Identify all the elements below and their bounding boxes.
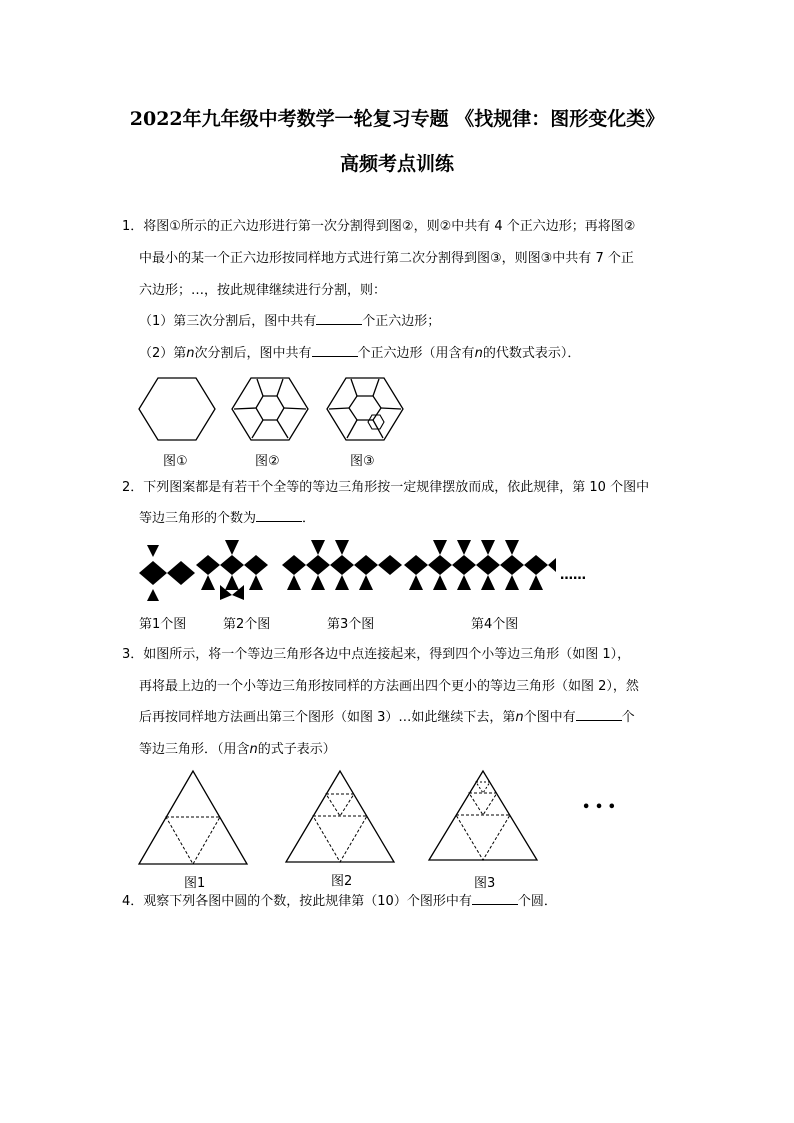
- triangle-figure-1: [139, 771, 247, 864]
- q4-text: 4．观察下列各图中圆的个数，按此规律第（10）个图形中有: [122, 894, 472, 909]
- q2-line-1: 2．下列图案都是有若干个全等的等边三角形按一定规律摆放而成，依此规律，第 10 个图中: [122, 480, 650, 495]
- page-subtitle: 高频考点训练: [339, 153, 454, 175]
- q1-s2-post1: 个正六边形（用含有: [357, 346, 475, 361]
- q3-line-3: [139, 708, 635, 728]
- q2-line-2: [139, 509, 315, 529]
- q2-triangle-patterns: [0, 536, 794, 606]
- hexagon-figure-3: [327, 378, 403, 440]
- pattern-figure-2: [196, 540, 268, 600]
- q3-ellipsis: • • •: [582, 800, 616, 815]
- q1-caption-1: 图①: [163, 454, 188, 469]
- q3-l3-post: 个: [621, 710, 635, 725]
- q3-caption-1: 图1: [184, 876, 206, 891]
- q3-answer-blank[interactable]: [576, 708, 622, 721]
- q2-caption-2: 第2个图: [223, 617, 271, 632]
- q1-figures: [0, 372, 794, 472]
- q3-line-1: 3．如图所示，将一个等边三角形各边中点连接起来，得到四个小等边三角形（如图 1），: [122, 647, 631, 662]
- q1-s2-var2: n: [474, 346, 483, 361]
- q2-text: 等边三角形的个数为: [139, 511, 257, 526]
- q2-ellipsis: ……: [560, 568, 586, 583]
- q1-caption-2: 图②: [255, 454, 280, 469]
- q4-line-1: [122, 892, 557, 912]
- q2-answer-blank[interactable]: [256, 509, 302, 522]
- q1-subquestion-1: [139, 312, 440, 332]
- q1-s2-var: n: [186, 346, 195, 361]
- q3-caption-3: 图3: [474, 876, 496, 891]
- q2-suffix: ．: [302, 511, 316, 526]
- q3-l3-text: 后再按同样地方法画出第三个图形（如图 3）…如此继续下去，第: [139, 710, 516, 725]
- q1-line-3: 六边形；…，按此规律继续进行分割，则：: [139, 283, 387, 298]
- q4-suffix: 个圆．: [517, 894, 557, 909]
- q3-l3-mid: 个图中有: [523, 710, 576, 725]
- q3-l4-var: n: [249, 742, 258, 757]
- q3-line-2: 再将最上边的一个小等边三角形按同样的方法画出四个更小的等边三角形（如图 2），然: [139, 679, 639, 694]
- q1-s1-text: （1）第三次分割后，图中共有: [139, 314, 317, 329]
- triangle-figure-2: [286, 771, 394, 862]
- q1-subquestion-2: [139, 344, 580, 364]
- triangle-figure-3: [429, 771, 537, 860]
- q2-caption-4: 第4个图: [471, 617, 519, 632]
- q3-triangle-figures: [0, 766, 794, 866]
- q1-caption-3: 图③: [350, 454, 375, 469]
- q3-l3-var: n: [515, 710, 524, 725]
- pattern-figure-3: [282, 540, 402, 590]
- hexagon-figure-2: [232, 378, 308, 440]
- q1-s1-suffix: 个正六边形；: [362, 314, 441, 329]
- page-title: 2022年九年级中考数学一轮复习专题 《找规律：图形变化类》: [129, 108, 665, 130]
- q1-s2-text: （2）第: [139, 346, 187, 361]
- hexagon-figure-1: [139, 378, 215, 440]
- q1-s2-mid: 次分割后，图中共有: [194, 346, 312, 361]
- pattern-figure-1: [139, 545, 195, 601]
- q1-s2-answer-blank[interactable]: [312, 344, 358, 357]
- q1-s1-answer-blank[interactable]: [316, 312, 362, 325]
- q4-answer-blank[interactable]: [472, 892, 518, 905]
- q1-s2-post2: 的代数式表示）．: [482, 346, 581, 361]
- q3-line-4: [139, 740, 336, 760]
- q3-caption-2: 图2: [331, 874, 353, 889]
- pattern-figure-4: [404, 540, 556, 590]
- q1-line-2: 中最小的某一个正六边形按同样地方式进行第二次分割得到图③，则图③中共有 7 个正: [139, 251, 634, 266]
- q3-l4-post: 的式子表示）: [257, 742, 336, 757]
- q2-caption-1: 第1个图: [139, 617, 187, 632]
- q2-caption-3: 第3个图: [327, 617, 375, 632]
- q1-line-1: 1．将图①所示的正六边形进行第一次分割得到图②，则②中共有 4 个正六边形；再将图②: [122, 219, 636, 234]
- q3-l4-text: 等边三角形．（用含: [139, 742, 250, 757]
